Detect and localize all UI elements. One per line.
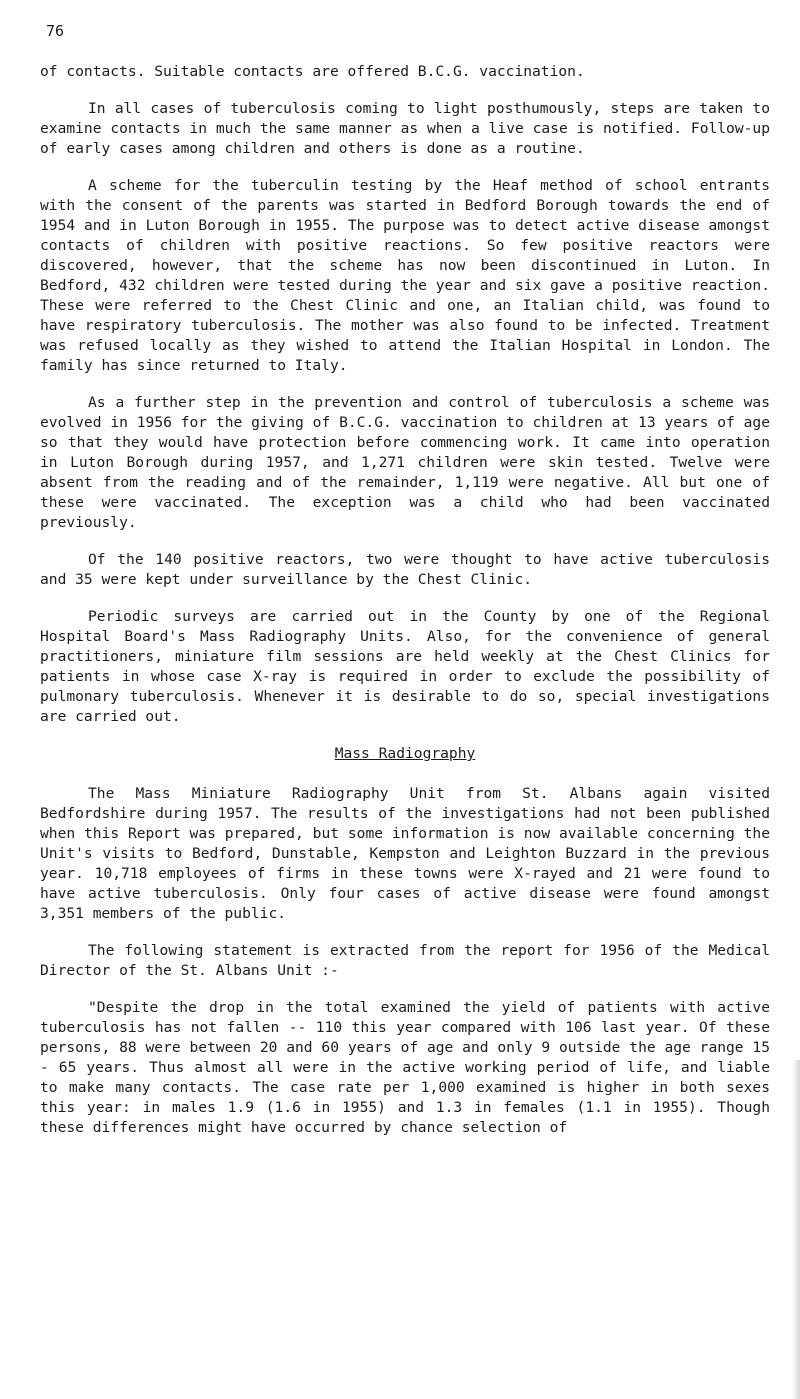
paragraph-posthumous-cases: In all cases of tuberculosis coming to light posthumously, steps are taken to examine contacts in much the same manner as when a live case is notified. Follow-up of early cases among children and others is done as a routine. (40, 100, 770, 157)
paragraph-periodic-surveys: Periodic surveys are carried out in the County by one of the Regional Hospital Board's Mass Radiography Units. Also, for the convenience of general practitioners, miniature film sessions are held weekly at the Chest Clinics for patients in whose case X-ray is required in order to exclude the possibility of pulmonary tuberculosis. Whenever it is desirable to do so, special investigations are carried out. (40, 608, 770, 725)
paragraph-statement-intro: The following statement is extracted from the report for 1956 of the Medical Director of the St. Albans Unit :- (40, 942, 770, 979)
paragraph-mass-miniature-unit: The Mass Miniature Radiography Unit from St. Albans again visited Bedfordshire during 1957. The results of the investigations had not been published when this Report was prepared, but some information is now available concerning the Unit's visits to Bedford, Dunstable, Kempston and Leighton Buzzard in the previous year. 10,718 employees of firms in these towns were X-rayed and 21 were found to have active tuberculosis. Only four cases of active disease were found amongst 3,351 members of the public. (40, 785, 770, 922)
section-heading-mass-radiography: Mass Radiography (334, 745, 476, 762)
paragraph-positive-reactors: Of the 140 positive reactors, two were thought to have active tuberculosis and 35 were kept under surveillance by the Chest Clinic. (40, 551, 770, 588)
report-body (40, 62, 770, 1138)
paragraph-bcg-scheme: As a further step in the prevention and control of tuberculosis a scheme was evolved in 1956 for the giving of B.C.G. vaccination to children at 13 years of age so that they would have protection before commencing work. It came into operation in Luton Borough during 1957, and 1,271 children were skin tested. Twelve were absent from the reading and of the remainder, 1,119 were negative. All but one of these were vaccinated. The exception was a child who had been vaccinated previously. (40, 394, 770, 531)
page-number: 76 (46, 22, 65, 40)
scan-edge-shadow (792, 1060, 800, 1399)
paragraph-quoted-statement: "Despite the drop in the total examined the yield of patients with active tuberculosis has not fallen -- 110 this year compared with 106 last year. Of these persons, 88 were between 20 and 60 years of age and only 9 outside the age range 15 - 65 years. Thus almost all were in the active working period of life, and liable to make many contacts. The case rate per 1,000 examined is higher in both sexes this year: in males 1.9 (1.6 in 1955) and 1.3 in females (1.1 in 1955). Though these differences might have occurred by chance selection of (40, 999, 770, 1136)
paragraph-tuberculin-testing: A scheme for the tuberculin testing by the Heaf method of school entrants with the consent of the parents was started in Bedford Borough towards the end of 1954 and in Luton Borough in 1955. The purpose was to detect active disease amongst contacts of children with positive reactions. So few positive reactors were discovered, however, that the scheme has now been discontinued in Luton. In Bedford, 432 children were tested during the year and six gave a positive reaction. These were referred to the Chest Clinic and one, an Italian child, was found to have respiratory tuberculosis. The mother was also found to be infected. Treatment was refused locally as they wished to attend the Italian Hospital in London. The family has since returned to Italy. (40, 177, 770, 374)
paragraph-contacts-continued: of contacts. Suitable contacts are offered B.C.G. vaccination. (40, 63, 585, 80)
